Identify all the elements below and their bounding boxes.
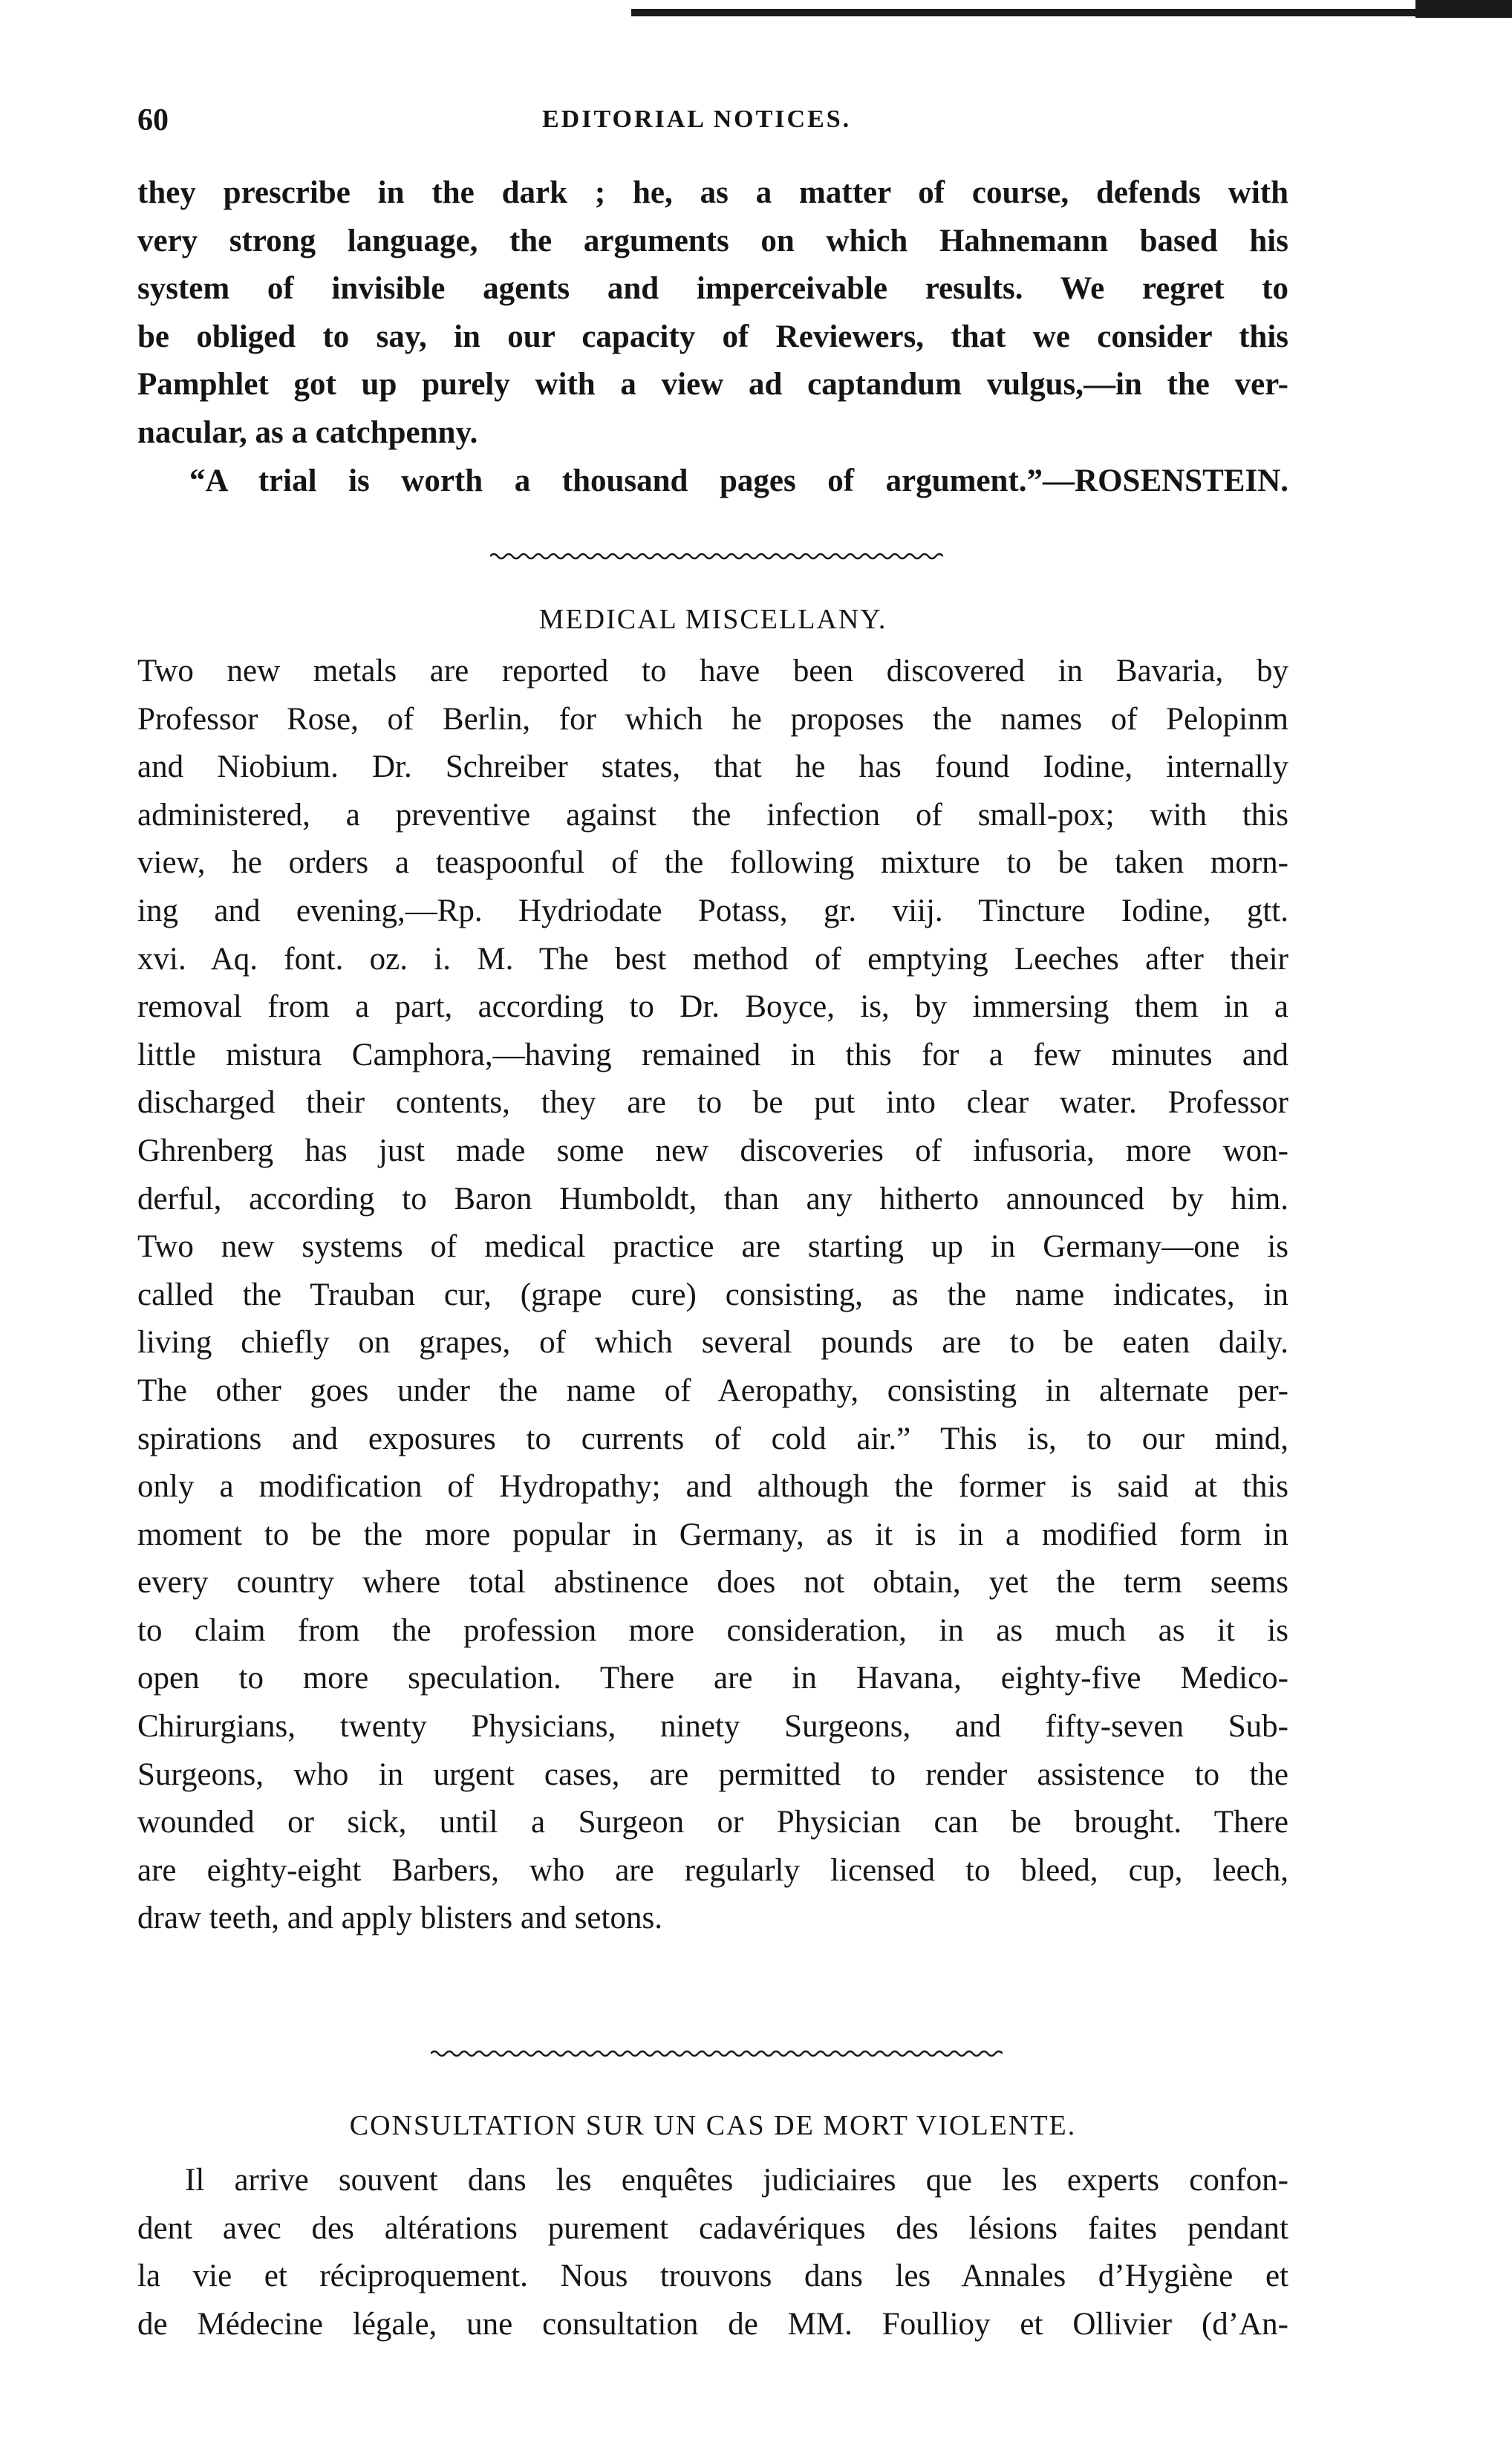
- text-line: ing and evening,—Rp. Hydriodate Potass, gr. viij. Tincture Iodine, gtt.: [137, 893, 1288, 928]
- text-line: wounded or sick, until a Surgeon or Physician can be brought. There: [137, 1805, 1288, 1840]
- text-line: are eighty-eight Barbers, who are regularly licensed to bleed, cup, leech,: [137, 1852, 1288, 1888]
- quotation: “A trial is worth a thousand pages of argument.”—ROSENSTEIN.: [189, 463, 1288, 498]
- text-line: dent avec des altérations purement cadavériques des lésions faites pendant: [137, 2210, 1288, 2246]
- text-line: Professor Rose, of Berlin, for which he proposes the names of Pelopinm: [137, 701, 1288, 737]
- wavy-divider: [431, 2048, 1003, 2059]
- text-line: open to more speculation. There are in Havana, eighty-five Medico-: [137, 1661, 1288, 1696]
- running-head: EDITORIAL NOTICES.: [542, 105, 852, 133]
- text-line: very strong language, the arguments on which Hahnemann based his: [137, 223, 1288, 258]
- text-line: administered, a preventive against the infection of small-pox; with this: [137, 797, 1288, 833]
- text-line: system of invisible agents and imperceivable results. We regret to: [137, 271, 1288, 307]
- text-line: view, he orders a teaspoonful of the following mixture to be taken morn-: [137, 845, 1288, 881]
- text-line: de Médecine légale, une consultation de MM. Foullioy et Ollivier (d’An-: [137, 2306, 1288, 2342]
- text-line: be obliged to say, in our capacity of Reviewers, that we consider this: [137, 319, 1288, 354]
- text-line: spirations and exposures to currents of cold air.” This is, to our mind,: [137, 1421, 1288, 1456]
- text-line: Chirurgians, twenty Physicians, ninety Surgeons, and fifty-seven Sub-: [137, 1709, 1288, 1745]
- text-line: la vie et réciproquement. Nous trouvons dans les Annales d’Hygiène et: [137, 2259, 1288, 2294]
- text-line: moment to be the more popular in Germany, as it is in a modified form in: [137, 1517, 1288, 1552]
- text-line: little mistura Camphora,—having remained in this for a few minutes and: [137, 1037, 1288, 1072]
- top-border-rule: [631, 0, 1512, 22]
- wavy-divider: [490, 551, 943, 561]
- text-line: they prescribe in the dark ; he, as a matter of course, defends with: [137, 175, 1288, 210]
- text-line: to claim from the profession more consideration, in as much as it is: [137, 1612, 1288, 1648]
- medical-miscellany-paragraph: [137, 648, 1288, 1943]
- text-line: Surgeons, who in urgent cases, are permitted to render assistence to the: [137, 1756, 1288, 1792]
- text-line: Il arrive souvent dans les enquêtes judiciaires que les experts confon-: [185, 2163, 1288, 2198]
- text-line: Two new metals are reported to have been discovered in Bavaria, by: [137, 654, 1288, 688]
- text-line: The other goes under the name of Aeropathy, consisting in alternate per-: [137, 1373, 1288, 1408]
- review-paragraph: [137, 169, 1288, 505]
- text-line: only a modification of Hydropathy; and although the former is said at this: [137, 1469, 1288, 1505]
- text-line: Pamphlet got up purely with a view ad captandum vulgus,—in the ver-: [137, 367, 1288, 403]
- section-title-medical-miscellany: MEDICAL MISCELLANY.: [538, 604, 887, 635]
- text-line: draw teeth, and apply blisters and setons.: [137, 1901, 662, 1936]
- text-line: Two new systems of medical practice are starting up in Germany—one is: [137, 1229, 1288, 1265]
- text-line: and Niobium. Dr. Schreiber states, that he has found Iodine, internally: [137, 749, 1288, 785]
- section-title-consultation: CONSULTATION SUR UN CAS DE MORT VIOLENTE.: [349, 2110, 1077, 2141]
- text-line: Ghrenberg has just made some new discoveries of infusoria, more won-: [137, 1133, 1288, 1168]
- text-line: nacular, as a catchpenny.: [137, 414, 478, 450]
- consultation-paragraph: [137, 2157, 1288, 2348]
- text-line: every country where total abstinence does not obtain, yet the term seems: [137, 1565, 1288, 1601]
- page-header: [137, 102, 1288, 147]
- text-line: discharged their contents, they are to be put into clear water. Professor: [137, 1085, 1288, 1121]
- text-line: called the Trauban cur, (grape cure) consisting, as the name indicates, in: [137, 1277, 1288, 1312]
- text-line: living chiefly on grapes, of which several pounds are to be eaten daily.: [137, 1325, 1288, 1361]
- text-line: xvi. Aq. font. oz. i. M. The best method of emptying Leeches after their: [137, 941, 1288, 977]
- page-number: 60: [137, 103, 169, 137]
- text-line: removal from a part, according to Dr. Boyce, is, by immersing them in a: [137, 989, 1288, 1025]
- text-line: derful, according to Baron Humboldt, than any hitherto announced by him.: [137, 1181, 1288, 1217]
